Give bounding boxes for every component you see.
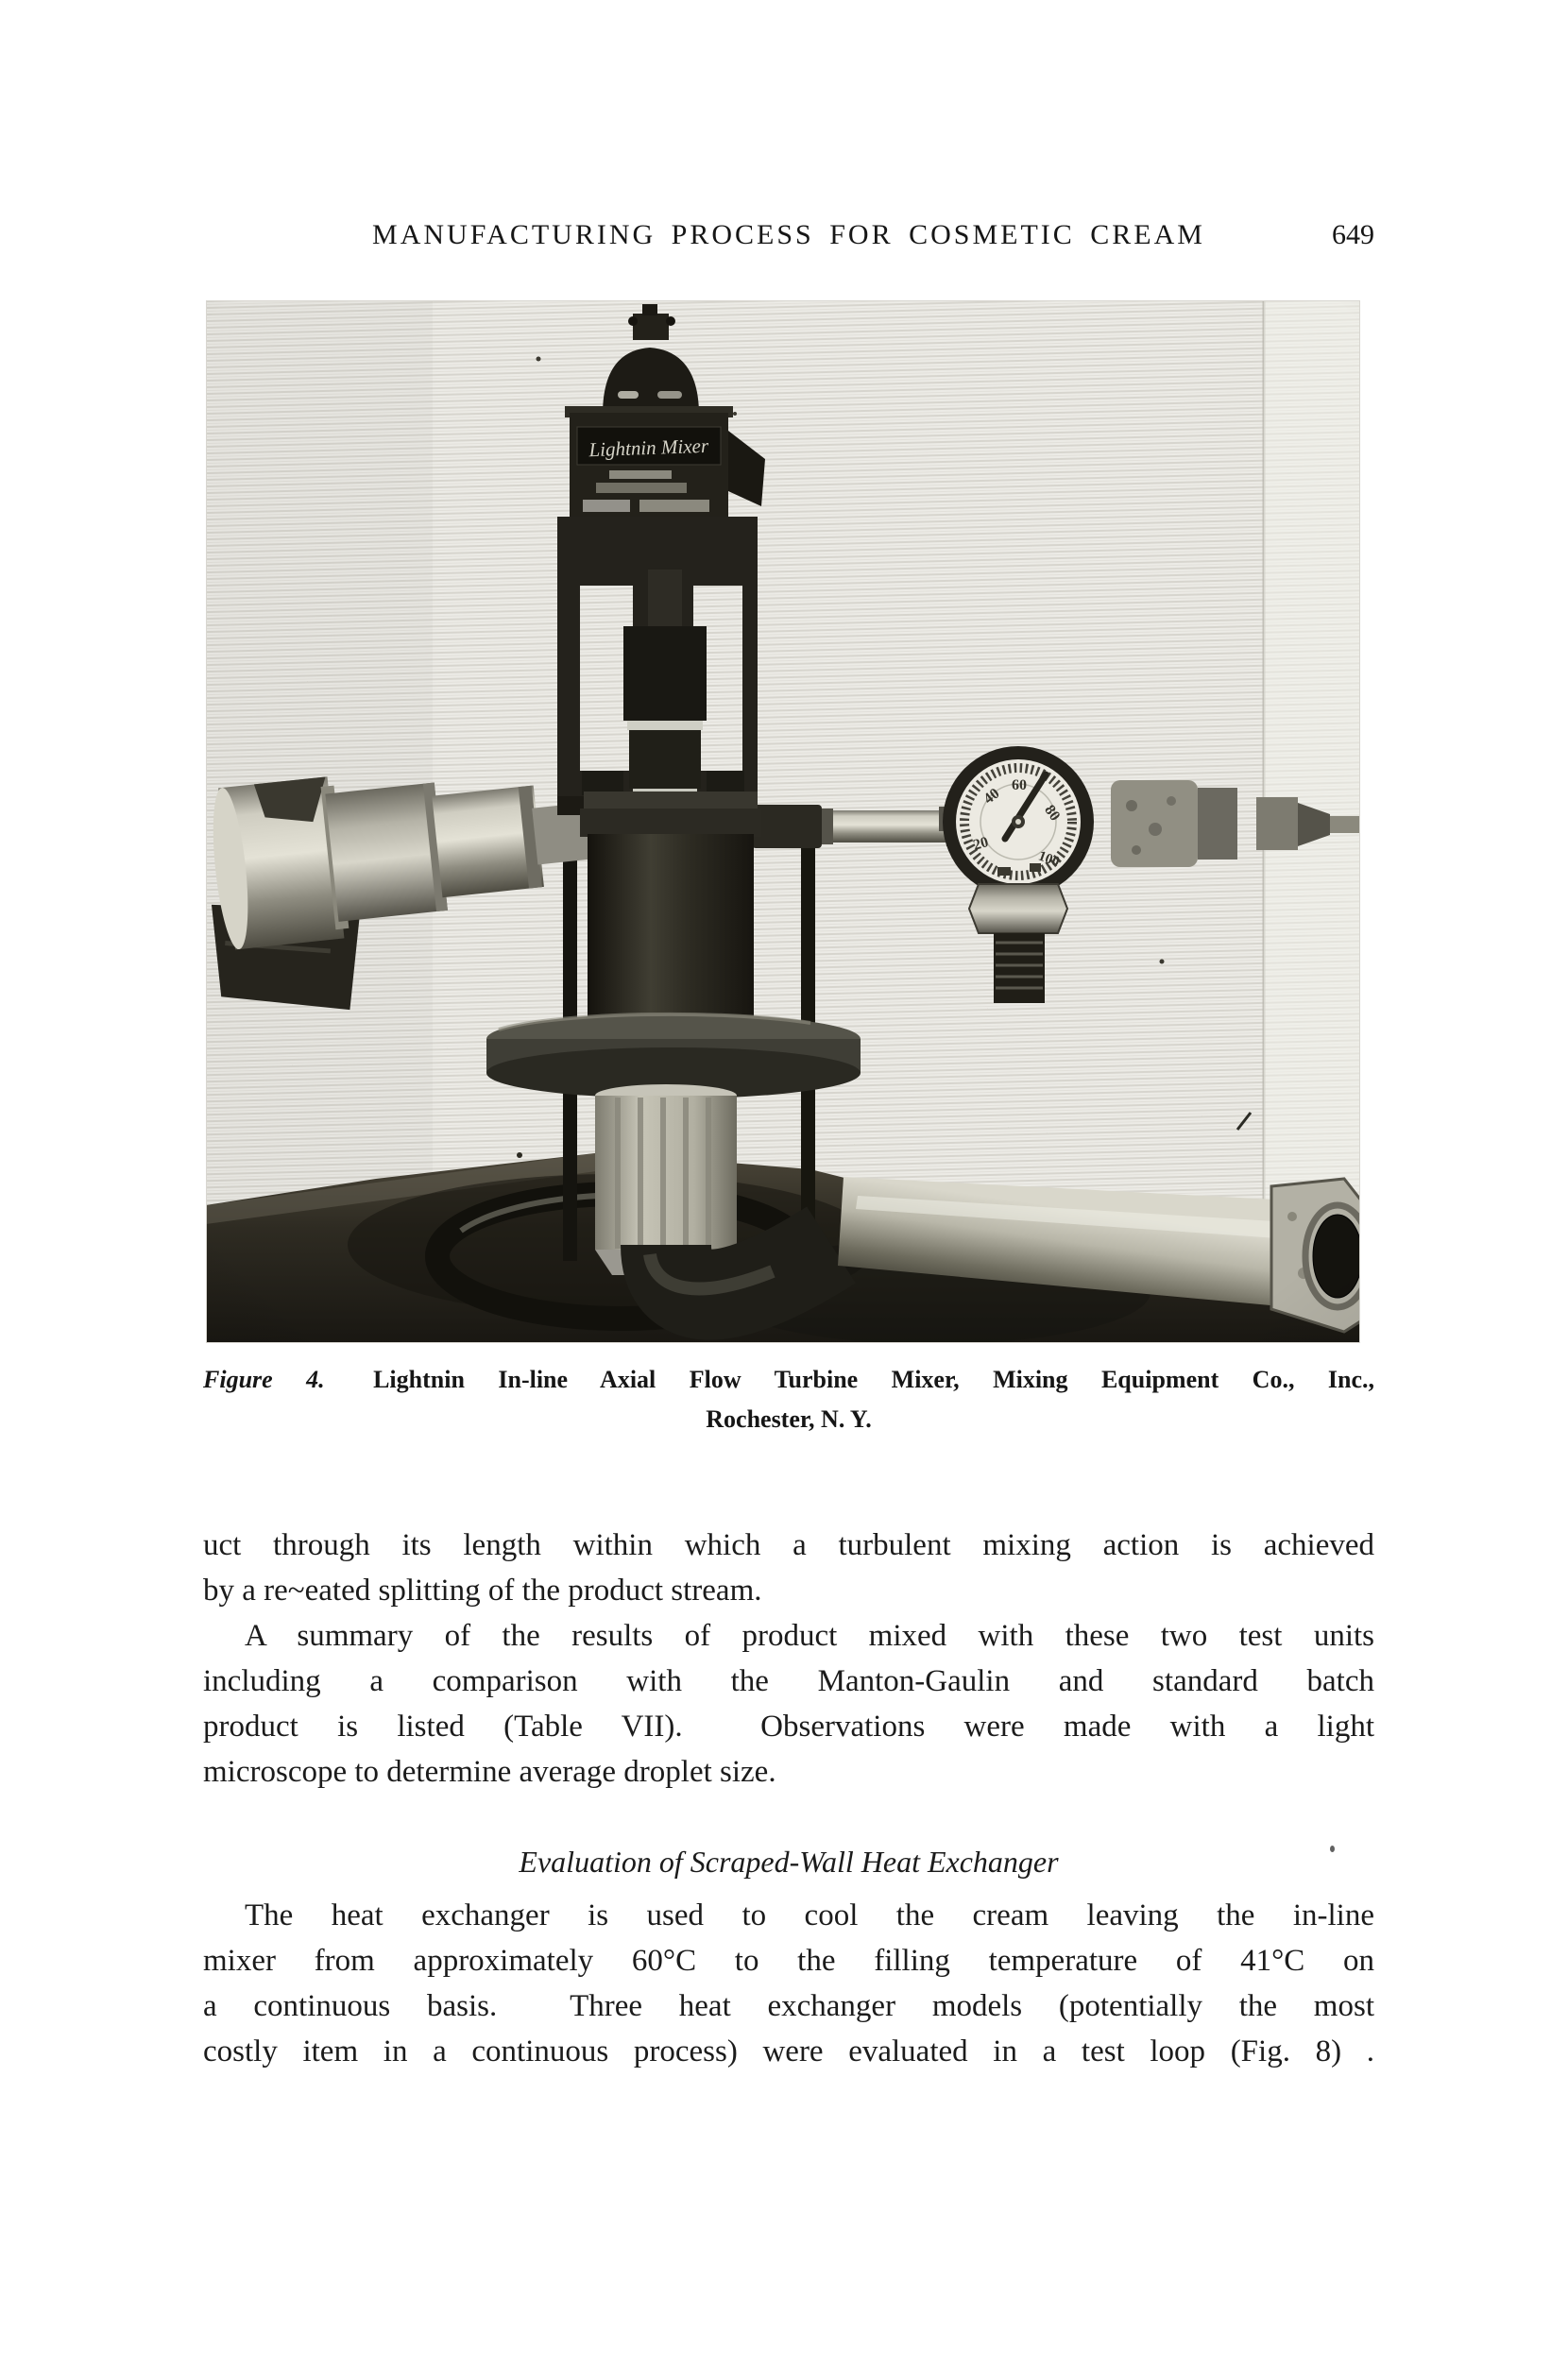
body-line: a continuous basis. Three heat exchanger models (potentially the most xyxy=(203,1989,1374,2023)
figure-photo-drawing xyxy=(206,300,1360,1343)
figure-caption-text: Lightnin In-line Axial Flow Turbine Mixer, Mixing Equipment Co., Inc., xyxy=(373,1366,1375,1393)
body-line: mixer from approximately 60°C to the filling temperature of 41°C on xyxy=(203,1944,1374,1978)
figure-caption-line1 xyxy=(203,1360,1374,1400)
page-number: 649 xyxy=(1332,219,1374,250)
figure-caption-line2: Rochester, N. Y. xyxy=(706,1405,872,1433)
section-heading: Evaluation of Scraped-Wall Heat Exchanger xyxy=(519,1845,1059,1879)
running-header xyxy=(203,219,1374,259)
figure-caption xyxy=(203,1360,1374,1439)
body-line: uct through its length within which a turbulent mixing action is achieved xyxy=(203,1528,1374,1562)
figure-caption-label: Figure 4. xyxy=(203,1366,325,1393)
body-line: The heat exchanger is used to cool the cream leaving the in-line xyxy=(245,1898,1374,1932)
body-line: microscope to determine average droplet size. xyxy=(203,1755,776,1789)
body-line: costly item in a continuous process) were evaluated in a test loop (Fig. 8) . xyxy=(203,2034,1374,2068)
print-speck xyxy=(1330,1846,1335,1852)
body-line: A summary of the results of product mixed with these two test units xyxy=(245,1619,1374,1653)
body-paragraphs-1-2 xyxy=(203,1523,1374,1795)
body-line: by a re~eated splitting of the product stream. xyxy=(203,1574,762,1608)
body-line: including a comparison with the Manton-Gaulin and standard batch xyxy=(203,1664,1374,1698)
photo-vignette xyxy=(206,300,1360,1343)
body-paragraph-3 xyxy=(203,1893,1374,2074)
page-title: MANUFACTURING PROCESS FOR COSMETIC CREAM xyxy=(372,219,1205,250)
figure-photo xyxy=(206,300,1360,1343)
body-line: product is listed (Table VII). Observations were made with a light xyxy=(203,1710,1374,1744)
